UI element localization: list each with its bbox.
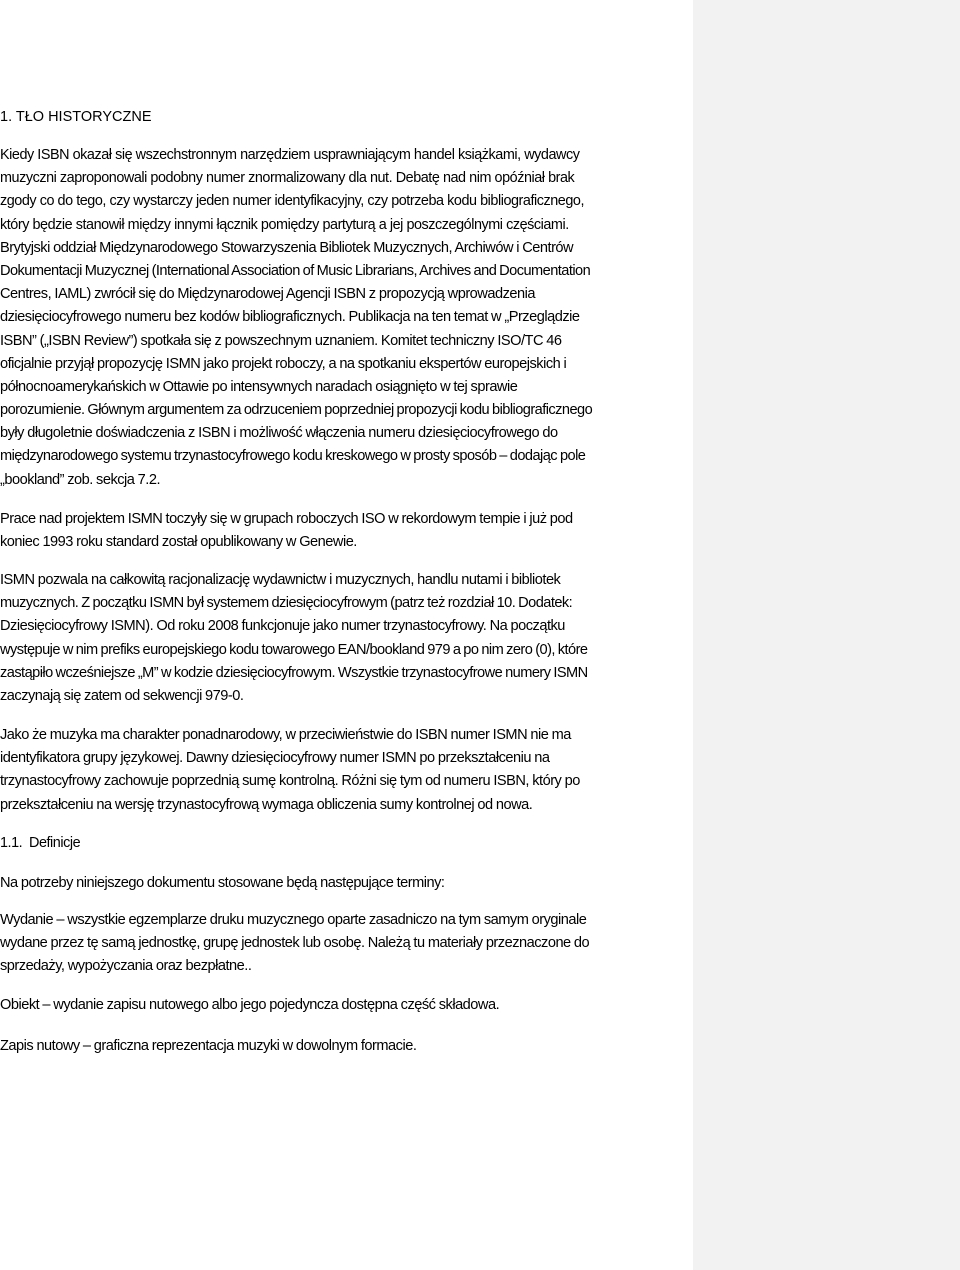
text-line: Brytyjski oddział Międzynarodowego Stowarzyszenia Bibliotek Muzycznych, Archiwów i Centrów (0, 239, 574, 256)
text-line: Dokumentacji Muzycznej (International Association of Music Librarians, Archives and Documentation (0, 262, 591, 279)
text-line: oficjalnie przyjął propozycję ISMN jako projekt roboczy, a na spotkaniu ekspertów europejskich i (0, 355, 567, 372)
text-line: występuje w nim prefiks europejskiego kodu towarowego EAN/bookland 979 a po nim zero (0), które (0, 641, 588, 658)
text-line: koniec 1993 roku standard został opublikowany w Genewie. (0, 534, 357, 551)
text-line: Wydanie – wszystkie egzemplarze druku muzycznego oparte zasadniczo na tym samym oryginale (0, 912, 587, 928)
text-line: ISBN” („ISBN Review”) spotkała się z powszechnym uznaniem. Komitet techniczny ISO/TC 46 (0, 332, 562, 349)
text-line: Prace nad projektem ISMN toczyły się w grupach roboczych ISO w rekordowym tempie i już pod (0, 511, 573, 527)
text-line: trzynastocyfrowy zachowuje poprzednią sumę kontrolną. Różni się tym od numeru ISBN, który po (0, 773, 580, 790)
text-line: muzyczni zaproponowali podobny numer znormalizowany dla nut. Debatę nad nim opóźniał brak (0, 170, 575, 187)
paragraph-language-group (0, 724, 580, 817)
text-line: sprzedaży, wypożyczania oraz bezpłatne.. (0, 958, 252, 975)
text-line: Kiedy ISBN okazał się wszechstronnym narzędziem usprawniającym handel książkami, wydawcy (0, 147, 580, 163)
paragraph-terms-intro (0, 872, 444, 895)
section-heading: 1. TŁO HISTORYCZNE (0, 109, 152, 125)
paragraph-iso-work (0, 508, 573, 554)
subsection-heading (0, 832, 80, 855)
text-line: Na potrzeby niniejszego dokumentu stosowane będą następujące terminy: (0, 875, 445, 891)
comment-margin-pane (693, 0, 960, 1270)
text-line: muzycznych. Z początku ISMN był systemem dziesięciocyfrowym (patrz też rozdział 10. Dodatek: (0, 595, 573, 612)
paragraph-definition-object (0, 994, 499, 1017)
paragraph-definition-edition (0, 909, 589, 979)
text-line: międzynarodowego systemu trzynastocyfrowego kodu kreskowego w prosty sposób – dodając pole (0, 448, 586, 465)
paragraph-history (0, 144, 592, 492)
subsection-number: 1.1. (0, 835, 23, 851)
text-line: Jako że muzyka ma charakter ponadnarodowy, w przeciwieństwie do ISBN numer ISMN nie ma (0, 727, 571, 743)
text-line: Obiekt – wydanie zapisu nutowego albo jego pojedyncza dostępna część składowa. (0, 997, 500, 1013)
text-line: zgody co do tego, czy wystarczy jeden numer identyfikacyjny, czy potrzeba kodu bibliograficznego, (0, 193, 584, 210)
text-line: przekształceniu na wersję trzynastocyfrową wymaga obliczenia sumy kontrolnej od nowa. (0, 796, 533, 813)
text-line: Dziesięciocyfrowy ISMN). Od roku 2008 funkcjonuje jako numer trzynastocyfrowy. Na początku (0, 618, 565, 635)
text-line: identyfikatora grupy językowej. Dawny dziesięciocyfrowy numer ISMN po przekształceniu na (0, 750, 550, 767)
text-line: północnoamerykańskich w Ottawie po intensywnych naradach osiągnięto w tej sprawie (0, 378, 518, 395)
text-line: Zapis nutowy – graficzna reprezentacja muzyki w dowolnym formacie. (0, 1038, 417, 1054)
text-line: dziesięciocyfrowego numeru bez kodów bibliograficznych. Publikacja na ten temat w „Przeglądzie (0, 309, 580, 326)
text-line: były długoletnie doświadczenia z ISBN i możliwość włączenia numeru dziesięciocyfrowego do (0, 425, 558, 442)
text-line: ISMN pozwala na całkowitą racjonalizację wydawnictw i muzycznych, handlu nutami i bibliotek (0, 572, 561, 588)
text-line: „bookland” zob. sekcja 7.2. (0, 471, 161, 488)
paragraph-ismn-format (0, 569, 588, 708)
subsection-title: Definicje (29, 835, 81, 851)
text-line: Centres, IAML) zwrócił się do Międzynarodowej Agencji ISBN z propozycją wprowadzenia (0, 286, 535, 303)
text-line: który będzie stanowił między innymi łącznik pomiędzy partyturą a jej poszczególnymi częściami. (0, 216, 569, 233)
paragraph-definition-notation (0, 1035, 416, 1058)
text-line: porozumienie. Głównym argumentem za odrzuceniem poprzedniej propozycji kodu bibliograficznego (0, 402, 593, 419)
text-line: zaczynają się zatem od sekwencji 979-0. (0, 687, 244, 704)
text-line: zastąpiło wcześniejsze „M” w kodzie dziesięciocyfrowym. Wszystkie trzynastocyfrowe numery ISMN (0, 664, 588, 681)
text-line: wydane przez tę samą jednostkę, grupę jednostek lub osobę. Należą tu materiały przeznaczone do (0, 935, 590, 952)
